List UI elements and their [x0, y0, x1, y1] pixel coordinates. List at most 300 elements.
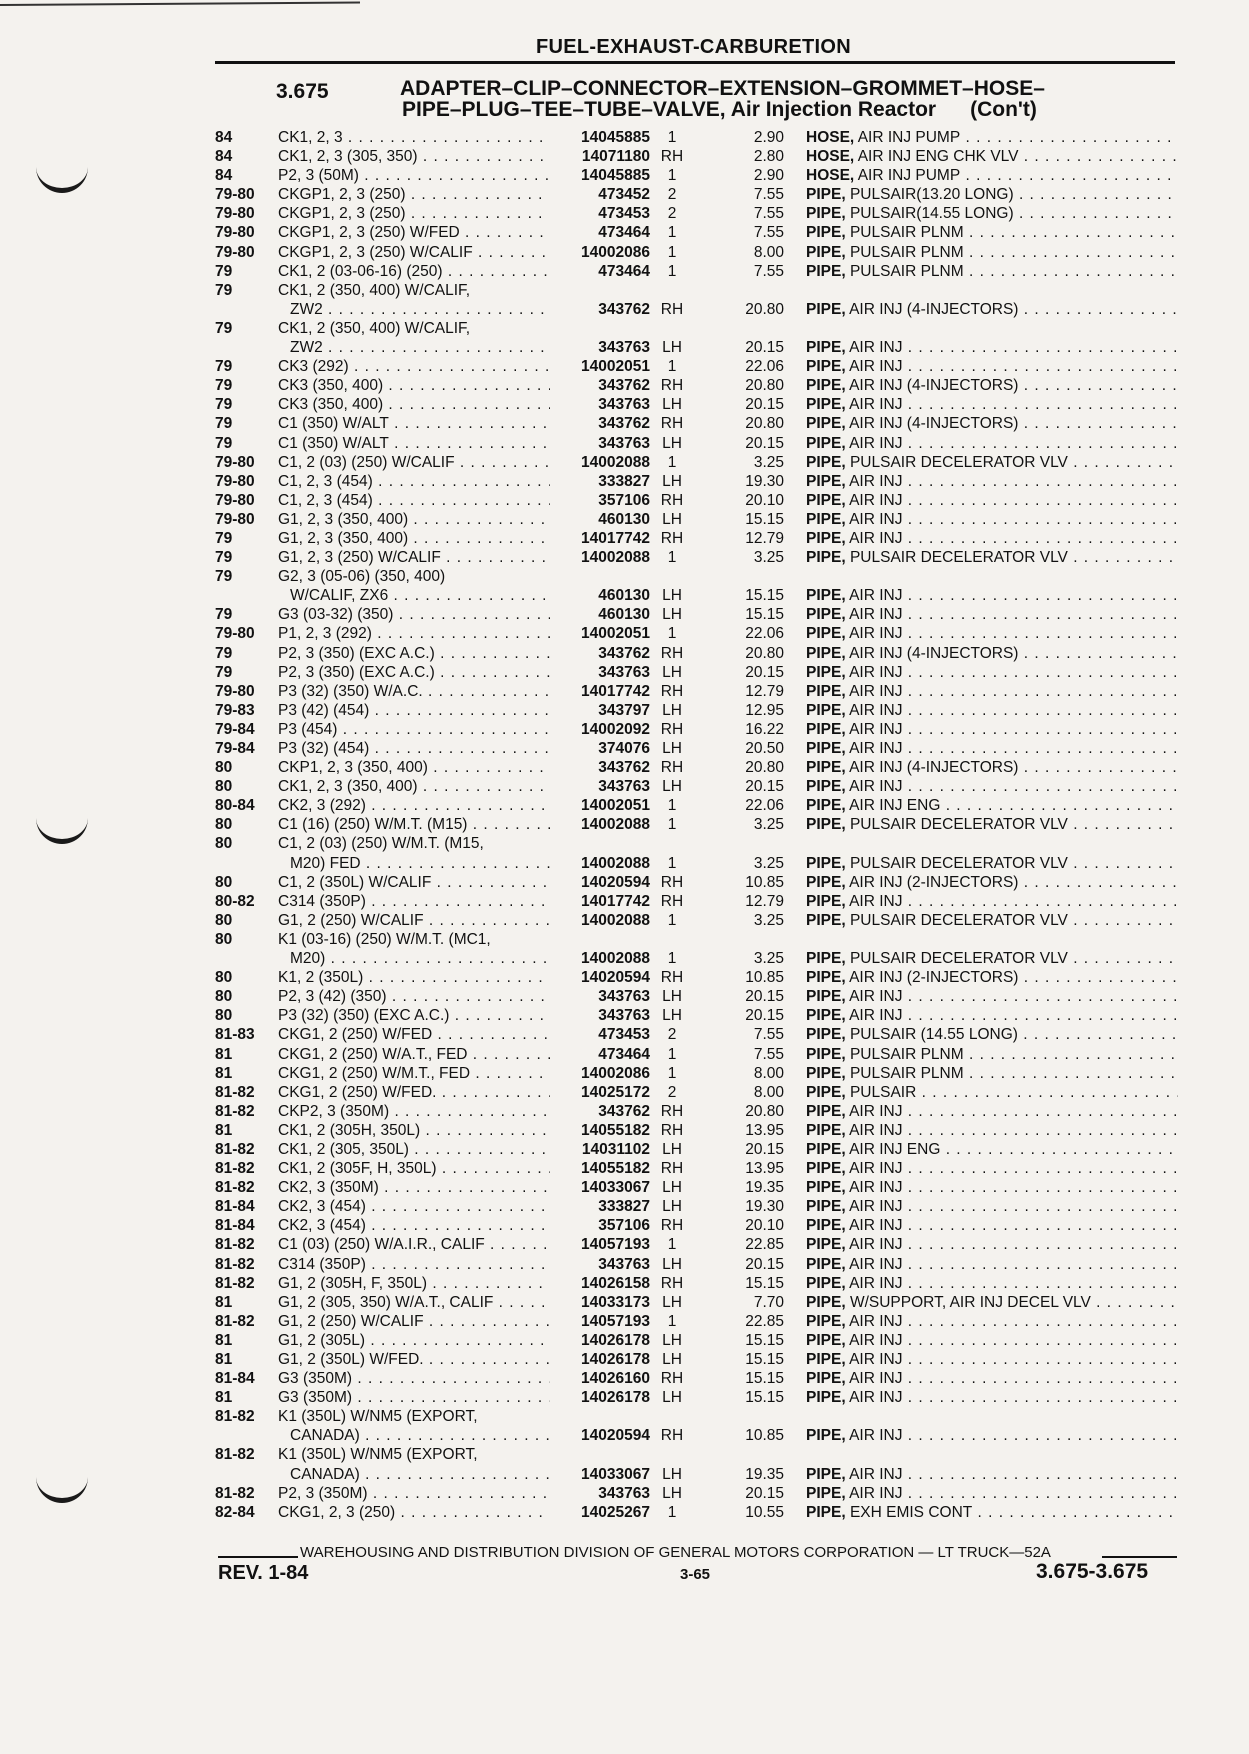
parts-row [0, 1025, 1249, 1044]
row-qty: 1 [667, 950, 677, 968]
row-part-number: 473452 [598, 186, 650, 204]
row-part-noun: PIPE, [806, 1102, 846, 1120]
row-qty: 1 [667, 243, 677, 261]
row-price: 20.80 [745, 415, 784, 433]
row-part-name-text: AIR INJ [849, 358, 903, 376]
row-price: 3.25 [753, 911, 784, 929]
row-model-desc: P3 (32) (454) . . . [278, 739, 550, 758]
row-part-name [806, 873, 1178, 892]
row-part-noun: PIPE, [806, 720, 846, 738]
row-part-name-text: AIR INJ [849, 434, 903, 452]
row-year: 79-80 [215, 625, 255, 643]
row-model-desc: G1, 2 (250) W/CALIF . . . [278, 911, 550, 930]
row-model-desc: G3 (350M) . . . [278, 1388, 550, 1407]
row-model-desc: C1 (03) (250) W/A.I.R., CALIF . . . [278, 1235, 550, 1254]
row-qty: RH [660, 720, 684, 738]
row-qty: 1 [667, 1312, 677, 1330]
row-qty: RH [660, 759, 684, 777]
row-part-noun: PIPE, [806, 969, 846, 987]
parts-row [0, 491, 1249, 510]
row-qty: LH [662, 606, 682, 624]
row-part-name [806, 204, 1178, 223]
row-part-number: 14002088 [581, 911, 650, 929]
row-part-number: 343763 [598, 988, 650, 1006]
row-model-desc: CK3 (350, 400) . . . [278, 395, 550, 414]
row-qty: RH [660, 1274, 684, 1292]
row-model-desc: W/CALIF, ZX6 . . . [290, 586, 550, 605]
row-price: 3.25 [753, 950, 784, 968]
parts-row [0, 147, 1249, 166]
row-model-desc: CK1, 2 (03-06-16) (250) . . . [278, 262, 550, 281]
row-qty: LH [662, 1255, 682, 1273]
parts-row [0, 510, 1249, 529]
row-part-name-text: AIR INJ [849, 1160, 903, 1178]
row-qty: LH [662, 472, 682, 490]
row-year: 81-84 [215, 1217, 255, 1235]
parts-row [0, 1445, 1249, 1464]
row-part-name [806, 1178, 1178, 1197]
row-qty: 1 [667, 1045, 677, 1063]
row-model-desc: CKG1, 2 (250) W/FED . . . [278, 1025, 550, 1044]
parts-row [0, 1216, 1249, 1235]
row-part-name-text: PULSAIR(13.20 LONG) [849, 186, 1014, 204]
row-price: 20.80 [745, 377, 784, 395]
row-qty: LH [662, 1198, 682, 1216]
row-part-name-text: AIR INJ [849, 682, 903, 700]
row-year: 79-80 [215, 682, 255, 700]
row-part-number: 473464 [598, 224, 650, 242]
row-year: 79 [215, 663, 233, 681]
row-part-noun: PIPE, [806, 300, 846, 318]
row-price: 22.85 [745, 1312, 784, 1330]
row-part-name-text: PULSAIR PLNM [849, 1064, 964, 1082]
parts-row [0, 624, 1249, 643]
row-price: 10.85 [745, 873, 784, 891]
row-part-name-text: AIR INJ [849, 1236, 903, 1254]
row-part-noun: PIPE, [806, 1160, 846, 1178]
row-part-name [806, 357, 1178, 376]
row-price: 2.90 [753, 167, 784, 185]
row-part-noun: PIPE, [806, 243, 846, 261]
row-year: 81-82 [215, 1408, 255, 1426]
row-year: 80 [215, 778, 233, 796]
row-part-name-text: AIR INJ ENG [849, 797, 941, 815]
row-qty: LH [662, 1007, 682, 1025]
row-part-name-text: AIR INJ [849, 1465, 903, 1483]
row-part-noun: PIPE, [806, 644, 846, 662]
row-part-number: 460130 [598, 510, 650, 528]
row-part-name [806, 1159, 1178, 1178]
row-qty: RH [660, 415, 684, 433]
row-year: 79-80 [215, 453, 255, 471]
row-price: 15.15 [745, 1351, 784, 1368]
row-part-name-text: PULSAIR DECELERATOR VLV [849, 911, 1068, 929]
parts-row [0, 300, 1249, 319]
row-qty: 1 [667, 1236, 677, 1254]
row-part-name [806, 338, 1178, 357]
row-price: 20.15 [745, 339, 784, 357]
row-year: 81-82 [215, 1484, 255, 1502]
parts-row [0, 1503, 1249, 1522]
row-price: 19.35 [745, 1465, 784, 1483]
row-part-name [806, 605, 1178, 624]
parts-row [0, 1465, 1249, 1484]
row-year: 81-82 [215, 1179, 255, 1197]
parts-row [0, 281, 1249, 300]
row-part-noun: PIPE, [806, 1007, 846, 1025]
row-qty: 2 [667, 1026, 677, 1044]
row-part-noun: PIPE, [806, 950, 846, 968]
row-year: 79 [215, 319, 233, 337]
row-part-noun: PIPE, [806, 1370, 846, 1388]
row-part-noun: PIPE, [806, 1026, 846, 1044]
row-part-number: 14033067 [581, 1465, 650, 1483]
section-range: 3.675-3.675 [1036, 1560, 1149, 1583]
parts-row [0, 1064, 1249, 1083]
row-part-noun: PIPE, [806, 797, 846, 815]
row-qty: LH [662, 1293, 682, 1311]
row-part-number: 460130 [598, 587, 650, 605]
row-year: 79-80 [215, 186, 255, 204]
row-qty: 1 [667, 854, 677, 872]
row-part-number: 343762 [598, 759, 650, 777]
row-qty: LH [662, 663, 682, 681]
row-year: 79-84 [215, 740, 255, 757]
row-price: 22.06 [745, 797, 784, 815]
row-part-noun: PIPE, [806, 1484, 846, 1502]
row-part-name [806, 414, 1178, 433]
row-part-noun: PIPE, [806, 988, 846, 1006]
row-part-noun: HOSE, [806, 167, 855, 185]
row-part-name [806, 300, 1178, 319]
parts-row [0, 128, 1249, 147]
row-part-noun: PIPE, [806, 415, 846, 433]
row-part-name-text: AIR INJ [849, 892, 903, 910]
row-qty: RH [660, 491, 684, 509]
row-part-number: 14020594 [581, 969, 650, 987]
row-part-noun: PIPE, [806, 682, 846, 700]
row-price: 15.15 [745, 1389, 784, 1407]
row-model-desc: CKGP1, 2, 3 (250) . . . [278, 204, 550, 223]
row-part-name [806, 1350, 1178, 1369]
row-qty: 1 [667, 167, 677, 185]
row-year: 81-84 [215, 1370, 255, 1388]
row-part-noun: PIPE, [806, 873, 846, 891]
row-model-desc: P2, 3 (42) (350) . . . [278, 987, 550, 1006]
row-model-desc: G3 (350M) . . . [278, 1369, 550, 1388]
row-model-desc: CK2, 3 (292) . . . [278, 796, 550, 815]
row-price: 15.15 [745, 1331, 784, 1349]
row-price: 22.06 [745, 625, 784, 643]
row-part-name [806, 128, 1178, 147]
row-part-name [806, 1426, 1178, 1445]
row-year: 81-82 [215, 1083, 255, 1101]
header-rule [215, 61, 1175, 64]
row-part-name [806, 1503, 1178, 1522]
row-part-number: 473464 [598, 262, 650, 280]
row-part-name-text: AIR INJ (4-INJECTORS) [849, 300, 1019, 318]
parts-row [0, 1178, 1249, 1197]
row-year: 80 [215, 930, 233, 948]
row-part-number: 14026178 [581, 1331, 650, 1349]
row-model-desc: K1, 2 (350L) . . . [278, 968, 550, 987]
row-part-noun: PIPE, [806, 358, 846, 376]
row-part-name-text: PULSAIR DECELERATOR VLV [849, 950, 1068, 968]
row-year: 81-82 [215, 1102, 255, 1120]
row-part-number: 343763 [598, 663, 650, 681]
row-qty: RH [660, 1427, 684, 1445]
row-part-noun: PIPE, [806, 759, 846, 777]
row-part-number: 14002051 [581, 797, 650, 815]
row-part-number: 343763 [598, 1007, 650, 1025]
row-part-noun: PIPE, [806, 453, 846, 471]
row-qty: 2 [667, 186, 677, 204]
row-qty: 1 [667, 911, 677, 929]
parts-row [0, 262, 1249, 281]
row-part-number: 14020594 [581, 1427, 650, 1445]
row-part-name [806, 529, 1178, 548]
parts-row [0, 1331, 1249, 1350]
row-part-noun: PIPE, [806, 1198, 846, 1216]
parts-row [0, 949, 1249, 968]
parts-row [0, 930, 1249, 949]
row-year: 79-80 [215, 243, 255, 261]
row-part-noun: PIPE, [806, 549, 846, 567]
row-qty: 1 [667, 816, 677, 834]
row-part-noun: PIPE, [806, 1236, 846, 1254]
row-qty: LH [662, 1351, 682, 1368]
row-model-desc: G1, 2 (305L) . . . [278, 1331, 550, 1350]
parts-row [0, 1121, 1249, 1140]
row-qty: LH [662, 396, 682, 414]
row-part-name-text: AIR INJ [849, 1179, 903, 1197]
row-part-noun: PIPE, [806, 1389, 846, 1407]
row-part-name-text: PULSAIR DECELERATOR VLV [849, 816, 1068, 834]
row-part-name [806, 243, 1178, 262]
row-price: 22.85 [745, 1236, 784, 1254]
row-part-name-text: AIR INJ (2-INJECTORS) [849, 873, 1019, 891]
row-model-desc: C1, 2, 3 (454) . . . [278, 491, 550, 510]
row-model-desc: CKGP1, 2, 3 (250) W/CALIF . . . [278, 243, 550, 262]
row-part-name [806, 1388, 1178, 1407]
row-model-desc: CK1, 2 (305H, 350L) . . . [278, 1121, 550, 1140]
row-part-name [806, 796, 1178, 815]
row-part-name [806, 682, 1178, 701]
parts-row [0, 1350, 1249, 1369]
row-part-name-text: AIR INJ [849, 1217, 903, 1235]
parts-row [0, 605, 1249, 624]
parts-row [0, 1407, 1249, 1426]
row-part-noun: PIPE, [806, 587, 846, 605]
row-price: 7.55 [753, 224, 784, 242]
row-model-desc: G1, 2 (305H, F, 350L) . . . [278, 1274, 550, 1293]
row-part-name-text: AIR INJ [849, 587, 903, 605]
row-model-desc: G1, 2, 3 (250) W/CALIF . . . [278, 548, 550, 567]
row-part-noun: PIPE, [806, 625, 846, 643]
row-model-desc: CKGP1, 2, 3 (250) . . . [278, 185, 550, 204]
row-qty: RH [660, 300, 684, 318]
row-part-number: 14045885 [581, 129, 650, 146]
parts-row [0, 815, 1249, 834]
parts-row [0, 777, 1249, 796]
row-part-number: 14002088 [581, 854, 650, 872]
row-price: 19.30 [745, 472, 784, 490]
row-part-name [806, 1197, 1178, 1216]
row-part-name-text: PULSAIR [849, 1083, 917, 1101]
row-model-desc: CK1, 2, 3 . . . [278, 128, 550, 147]
row-qty: 2 [667, 205, 677, 223]
row-qty: RH [660, 1121, 684, 1139]
footer-division-text: WAREHOUSING AND DISTRIBUTION DIVISION OF GENERAL MOTORS CORPORATION — LT TRUCK—52A [300, 1544, 1051, 1561]
footer-rule-left [218, 1556, 298, 1558]
row-part-name-text: AIR INJ [849, 1255, 903, 1273]
row-price: 20.15 [745, 1007, 784, 1025]
row-qty: 1 [667, 1064, 677, 1082]
parts-row [0, 682, 1249, 701]
section-continued-label: (Con't) [970, 98, 1037, 121]
row-qty: LH [662, 1331, 682, 1349]
row-part-number: 14017742 [581, 682, 650, 700]
parts-row [0, 434, 1249, 453]
row-part-number: 343763 [598, 778, 650, 796]
row-part-name-text: AIR INJ (4-INJECTORS) [849, 644, 1019, 662]
row-price: 16.22 [745, 720, 784, 738]
row-model-desc: K1 (03-16) (250) W/M.T. (MC1, [278, 930, 491, 948]
row-part-noun: PIPE, [806, 491, 846, 509]
row-model-desc: C1 (16) (250) W/M.T. (M15) . . . [278, 815, 550, 834]
row-year: 79-80 [215, 205, 255, 223]
row-year: 79-80 [215, 224, 255, 242]
row-part-number: 374076 [598, 740, 650, 757]
page-number: 3-65 [680, 1566, 711, 1583]
section-title [400, 78, 1045, 120]
row-part-name [806, 1006, 1178, 1025]
row-part-name-text: AIR INJ [849, 1370, 903, 1388]
row-part-number: 14002051 [581, 358, 650, 376]
row-model-desc: G1, 2, 3 (350, 400) . . . [278, 529, 550, 548]
section-title-line-2-text: PIPE–PLUG–TEE–TUBE–VALVE, Air Injection Reactor [402, 98, 937, 121]
row-price: 7.55 [753, 1026, 784, 1044]
row-part-name-text: AIR INJ [849, 1484, 903, 1502]
row-part-name [806, 968, 1178, 987]
row-model-desc: CANADA) . . . [290, 1426, 550, 1445]
row-part-name [806, 1045, 1178, 1064]
row-part-number: 460130 [598, 606, 650, 624]
row-qty: 1 [667, 262, 677, 280]
row-part-name [806, 1102, 1178, 1121]
row-part-name [806, 395, 1178, 414]
row-part-name-text: W/SUPPORT, AIR INJ DECEL VLV [849, 1293, 1091, 1311]
row-part-name-text: PULSAIR PLNM [849, 262, 964, 280]
row-year: 79-80 [215, 472, 255, 490]
row-part-name-text: PULSAIR DECELERATOR VLV [849, 549, 1068, 567]
row-part-noun: PIPE, [806, 1217, 846, 1235]
row-part-name [806, 663, 1178, 682]
row-part-number: 333827 [598, 1198, 650, 1216]
row-part-number: 343762 [598, 415, 650, 433]
parts-row [0, 834, 1249, 853]
row-part-name [806, 1312, 1178, 1331]
row-part-noun: PIPE, [806, 1045, 846, 1063]
row-part-noun: PIPE, [806, 606, 846, 624]
row-part-name-text: AIR INJ [849, 1389, 903, 1407]
row-price: 2.90 [753, 129, 784, 146]
row-model-desc: P3 (454) . . . [278, 720, 550, 739]
row-year: 79 [215, 434, 233, 452]
row-price: 7.55 [753, 186, 784, 204]
row-qty: LH [662, 587, 682, 605]
row-year: 80 [215, 873, 233, 891]
row-model-desc: P3 (32) (350) (EXC A.C.) . . . [278, 1006, 550, 1025]
parts-row [0, 1140, 1249, 1159]
row-model-desc: C1, 2 (03) (250) W/M.T. (M15, [278, 835, 484, 853]
row-qty: RH [660, 969, 684, 987]
parts-row [0, 548, 1249, 567]
parts-row [0, 1006, 1249, 1025]
row-part-name [806, 777, 1178, 796]
row-price: 7.55 [753, 1045, 784, 1063]
row-part-number: 14002088 [581, 950, 650, 968]
row-model-desc: K1 (350L) W/NM5 (EXPORT, [278, 1446, 478, 1464]
row-year: 82-84 [215, 1503, 255, 1521]
row-part-name-text: AIR INJ (2-INJECTORS) [849, 969, 1019, 987]
parts-row [0, 1102, 1249, 1121]
row-model-desc: G1, 2 (250) W/CALIF . . . [278, 1312, 550, 1331]
row-part-number: 14055182 [581, 1160, 650, 1178]
row-model-desc: C1 (350) W/ALT . . . [278, 434, 550, 453]
row-part-number: 14045885 [581, 167, 650, 185]
row-year: 84 [215, 167, 233, 185]
row-year: 84 [215, 148, 233, 166]
parts-row [0, 414, 1249, 433]
row-price: 12.79 [745, 682, 784, 700]
row-part-noun: PIPE, [806, 701, 846, 719]
row-part-number: 14002088 [581, 453, 650, 471]
row-year: 79 [215, 568, 233, 586]
row-part-name-text: AIR INJ PUMP [857, 167, 961, 185]
row-model-desc: ZW2 . . . [290, 300, 550, 319]
row-part-name [806, 644, 1178, 663]
row-part-number: 14033067 [581, 1179, 650, 1197]
row-part-number: 333827 [598, 472, 650, 490]
row-part-number: 14026178 [581, 1389, 650, 1407]
row-model-desc: C314 (350P) . . . [278, 1255, 550, 1274]
row-part-noun: PIPE, [806, 1351, 846, 1368]
row-part-name [806, 624, 1178, 643]
row-part-name [806, 262, 1178, 281]
row-part-number: 14057193 [581, 1312, 650, 1330]
row-qty: 1 [667, 224, 677, 242]
parts-row [0, 472, 1249, 491]
parts-row [0, 1255, 1249, 1274]
row-part-number: 343763 [598, 434, 650, 452]
row-year: 79 [215, 396, 233, 414]
row-part-number: 14017742 [581, 892, 650, 910]
row-part-name-text: AIR INJ [849, 663, 903, 681]
row-qty: RH [660, 377, 684, 395]
row-model-desc: C1 (350) W/ALT . . . [278, 414, 550, 433]
parts-row [0, 644, 1249, 663]
row-year: 81-84 [215, 1198, 255, 1216]
row-part-noun: PIPE, [806, 186, 846, 204]
row-year: 79 [215, 262, 233, 280]
row-model-desc: CK2, 3 (454) . . . [278, 1216, 550, 1235]
row-part-name-text: PULSAIR (14.55 LONG) [849, 1026, 1018, 1044]
row-model-desc: CKG1, 2 (250) W/FED. . . . [278, 1083, 550, 1102]
row-model-desc: CK1, 2, 3 (350, 400) . . . [278, 777, 550, 796]
row-model-desc: CK2, 3 (350M) . . . [278, 1178, 550, 1197]
row-qty: LH [662, 510, 682, 528]
